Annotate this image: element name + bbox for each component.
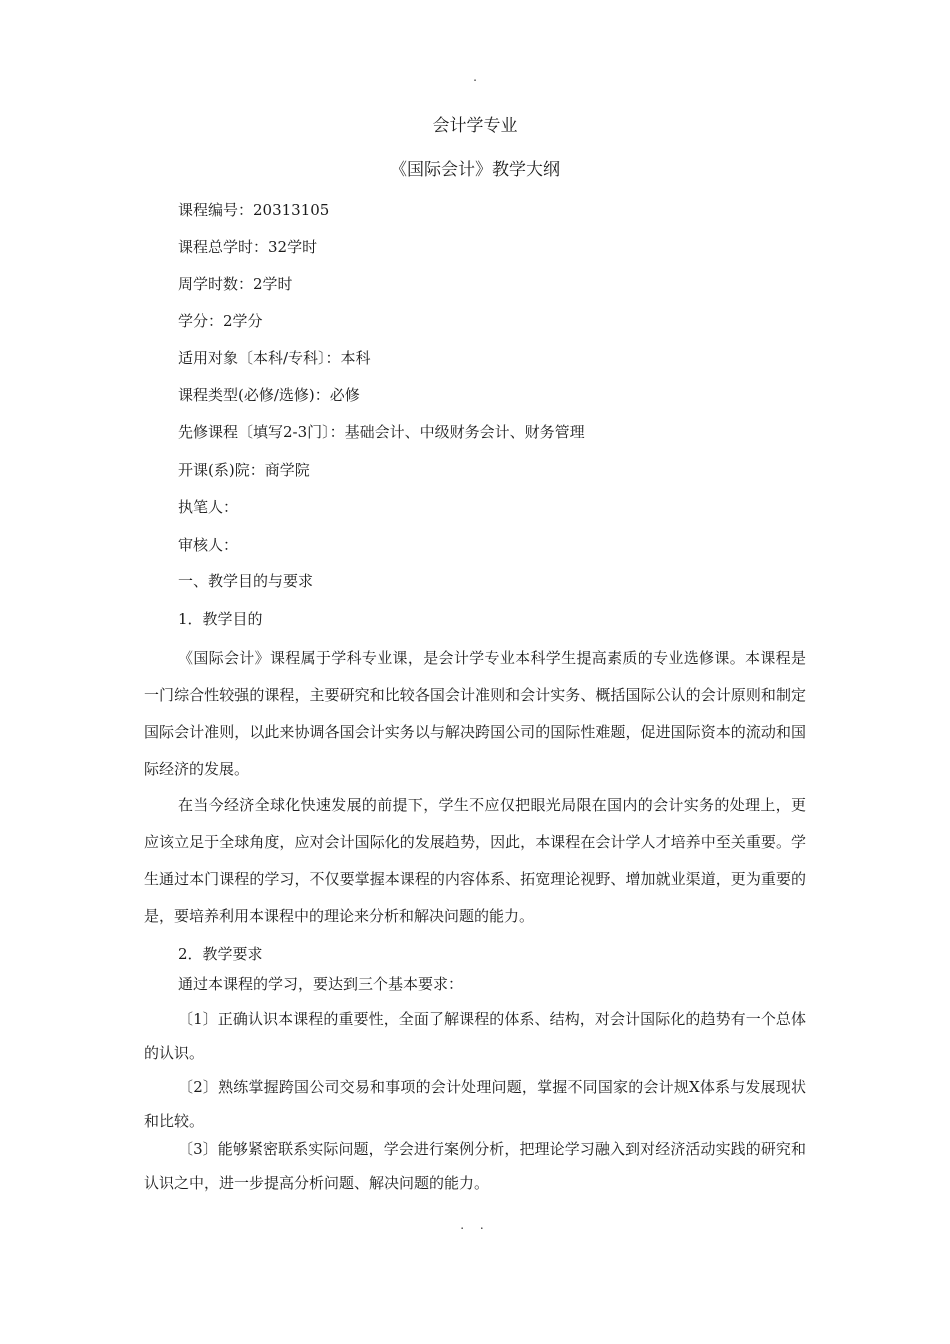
- requirement-item-3: 〔3〕能够紧密联系实际问题，学会进行案例分析，把理论学习融入到对经济活动实践的研究和认识之中，进一步提高分析问题、解决问题的能力。: [144, 1140, 806, 1192]
- meta-total-hours: 课程总学时：32学时: [178, 238, 318, 256]
- meta-department: 开课(系)院：商学院: [178, 461, 310, 479]
- footer-mark: . .: [460, 1218, 490, 1232]
- meta-course-type: 课程类型(必修/选修)：必修: [178, 386, 360, 404]
- subsection-heading-purpose: 1．教学目的: [178, 610, 263, 628]
- meta-weekly-hours: 周学时数：2学时: [178, 275, 293, 293]
- requirement-item-2: 〔2〕熟练掌握跨国公司交易和事项的会计处理问题，掌握不同国家的会计规X体系与发展现状和比较。: [144, 1078, 806, 1130]
- header-mark: .: [473, 70, 477, 84]
- purpose-paragraph-1: 《国际会计》课程属于学科专业课，是会计学专业本科学生提高素质的专业选修课。本课程是一门综合性较强的课程，主要研究和比较各国会计准则和会计实务、概括国际公认的会计原则和制定国际会计准则，以此来协调各国会计实务以与解决跨国公司的国际性难题，促进国际资本的流动和国际经济的发展。: [144, 649, 806, 778]
- section-heading: 一、教学目的与要求: [178, 572, 314, 590]
- meta-credits: 学分：2学分: [178, 312, 263, 330]
- meta-course-code: 课程编号：20313105: [178, 201, 330, 219]
- requirement-item-1: 〔1〕正确认识本课程的重要性，全面了解课程的体系、结构，对会计国际化的趋势有一个总体的认识。: [144, 1010, 806, 1062]
- meta-reviewer: 审核人：: [178, 536, 239, 554]
- meta-author: 执笔人：: [178, 498, 239, 516]
- document-subtitle: 《国际会计》教学大纲: [390, 160, 560, 180]
- purpose-paragraph-2: 在当今经济全球化快速发展的前提下，学生不应仅把眼光局限在国内的会计实务的处理上，更应该立足于全球角度，应对会计国际化的发展趋势，因此，本课程在会计学人才培养中至关重要。学生通过本门课程的学习，不仅要掌握本课程的内容体系、拓宽理论视野、增加就业渠道，更为重要的是，要培养利用本课程中的理论来分析和解决问题的能力。: [144, 796, 806, 925]
- meta-audience: 适用对象〔本科/专科〕：本科: [178, 349, 371, 367]
- document-title: 会计学专业: [432, 116, 518, 136]
- meta-prerequisites: 先修课程〔填写2-3门〕：基础会计、中级财务会计、财务管理: [178, 423, 585, 441]
- requirements-intro: 通过本课程的学习，要达到三个基本要求：: [178, 975, 464, 993]
- subsection-heading-requirements: 2．教学要求: [178, 945, 263, 963]
